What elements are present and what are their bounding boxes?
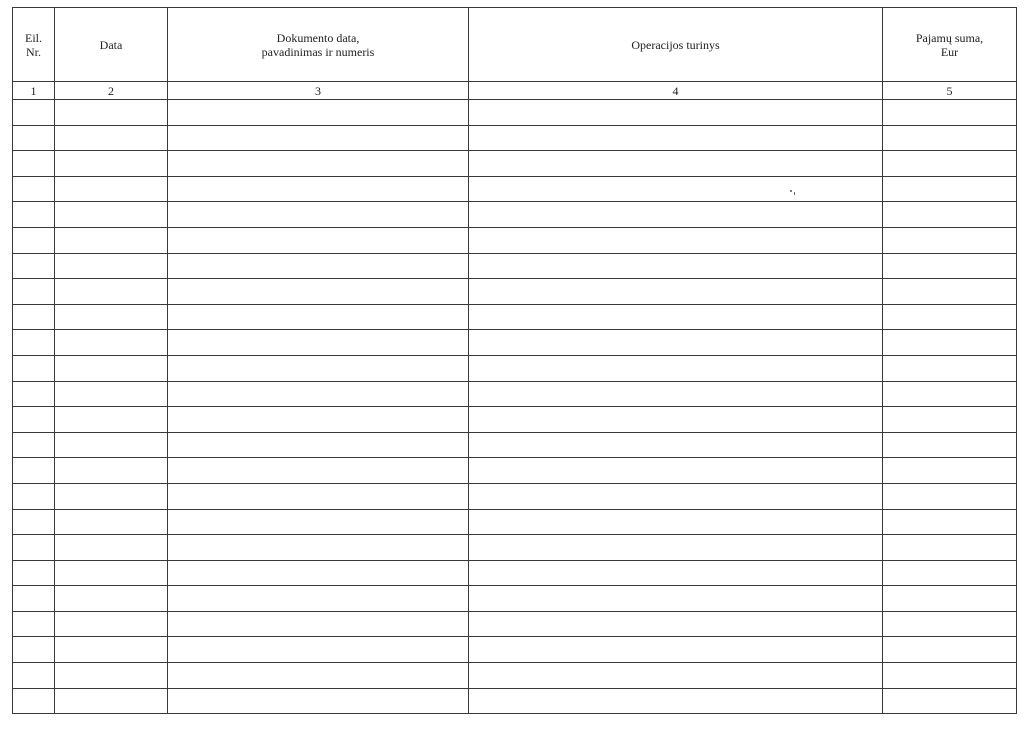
table-cell bbox=[469, 432, 883, 458]
table-row bbox=[13, 560, 1017, 586]
table-cell bbox=[883, 458, 1017, 484]
table-cell bbox=[13, 227, 55, 253]
table-cell bbox=[168, 330, 469, 356]
table-cell bbox=[469, 355, 883, 381]
table-cell bbox=[469, 381, 883, 407]
table-row bbox=[13, 100, 1017, 126]
table-cell bbox=[168, 663, 469, 689]
col-header-operation: Operacijos turinys bbox=[469, 8, 883, 82]
table-cell bbox=[469, 509, 883, 535]
table-row bbox=[13, 176, 1017, 202]
table-cell bbox=[168, 125, 469, 151]
table-cell bbox=[469, 330, 883, 356]
table-cell bbox=[469, 304, 883, 330]
table-cell bbox=[469, 125, 883, 151]
table-cell bbox=[13, 304, 55, 330]
table-row bbox=[13, 432, 1017, 458]
table-cell bbox=[883, 176, 1017, 202]
table-cell bbox=[469, 407, 883, 433]
table-cell bbox=[469, 688, 883, 714]
table-cell bbox=[469, 100, 883, 126]
table-row bbox=[13, 637, 1017, 663]
table-cell bbox=[168, 151, 469, 177]
table-row bbox=[13, 688, 1017, 714]
table-cell bbox=[168, 304, 469, 330]
table-cell bbox=[13, 483, 55, 509]
table-cell bbox=[55, 509, 168, 535]
table-cell bbox=[13, 202, 55, 228]
table-cell bbox=[55, 355, 168, 381]
col-header-date: Data bbox=[55, 8, 168, 82]
table-cell bbox=[168, 176, 469, 202]
table-cell bbox=[883, 202, 1017, 228]
table-cell bbox=[55, 432, 168, 458]
table-cell bbox=[168, 611, 469, 637]
table-cell bbox=[13, 253, 55, 279]
table-cell bbox=[13, 560, 55, 586]
table-cell bbox=[55, 535, 168, 561]
table-cell bbox=[13, 688, 55, 714]
table-cell bbox=[883, 381, 1017, 407]
table-row bbox=[13, 355, 1017, 381]
table-cell bbox=[883, 586, 1017, 612]
header-row bbox=[13, 8, 1017, 82]
table-cell bbox=[469, 279, 883, 305]
table-cell bbox=[469, 611, 883, 637]
table-cell bbox=[13, 381, 55, 407]
table-row bbox=[13, 483, 1017, 509]
scan-speck bbox=[790, 190, 792, 192]
table-cell bbox=[883, 304, 1017, 330]
table-cell bbox=[55, 253, 168, 279]
table-cell bbox=[55, 202, 168, 228]
col-number-1: 1 bbox=[13, 82, 55, 100]
table-cell bbox=[55, 458, 168, 484]
table-cell bbox=[469, 586, 883, 612]
table-cell bbox=[883, 688, 1017, 714]
table-cell bbox=[168, 227, 469, 253]
table-cell bbox=[469, 227, 883, 253]
table-cell bbox=[55, 125, 168, 151]
table-cell bbox=[883, 330, 1017, 356]
col-number-5: 5 bbox=[883, 82, 1017, 100]
table-cell bbox=[168, 279, 469, 305]
table-cell bbox=[469, 483, 883, 509]
table-cell bbox=[168, 509, 469, 535]
table-cell bbox=[168, 381, 469, 407]
table-cell bbox=[13, 100, 55, 126]
table-row bbox=[13, 253, 1017, 279]
table-cell bbox=[883, 407, 1017, 433]
table-cell bbox=[469, 202, 883, 228]
scan-speck bbox=[794, 192, 795, 195]
table-cell bbox=[55, 279, 168, 305]
table-cell bbox=[469, 151, 883, 177]
table-cell bbox=[55, 637, 168, 663]
table-cell bbox=[13, 151, 55, 177]
table-cell bbox=[168, 407, 469, 433]
table-cell bbox=[469, 663, 883, 689]
table-row bbox=[13, 330, 1017, 356]
table-cell bbox=[883, 125, 1017, 151]
table-row bbox=[13, 586, 1017, 612]
col-number-4: 4 bbox=[469, 82, 883, 100]
col-number-3: 3 bbox=[168, 82, 469, 100]
table-cell bbox=[883, 151, 1017, 177]
table-cell bbox=[883, 535, 1017, 561]
table-cell bbox=[469, 176, 883, 202]
table-cell bbox=[13, 586, 55, 612]
table-cell bbox=[469, 253, 883, 279]
table-cell bbox=[883, 637, 1017, 663]
table-cell bbox=[883, 560, 1017, 586]
table-cell bbox=[13, 176, 55, 202]
table-cell bbox=[168, 535, 469, 561]
table-cell bbox=[168, 253, 469, 279]
col-header-document: Dokumento data, pavadinimas ir numeris bbox=[168, 8, 469, 82]
table-row bbox=[13, 279, 1017, 305]
table-cell bbox=[55, 227, 168, 253]
table-row bbox=[13, 381, 1017, 407]
table-row bbox=[13, 407, 1017, 433]
table-cell bbox=[168, 202, 469, 228]
table-cell bbox=[13, 330, 55, 356]
table-cell bbox=[883, 355, 1017, 381]
table-cell bbox=[55, 663, 168, 689]
table-cell bbox=[168, 637, 469, 663]
table-cell bbox=[55, 483, 168, 509]
table-row bbox=[13, 227, 1017, 253]
table-cell bbox=[883, 509, 1017, 535]
table-row bbox=[13, 458, 1017, 484]
table-cell bbox=[883, 279, 1017, 305]
table-cell bbox=[13, 637, 55, 663]
table-cell bbox=[13, 432, 55, 458]
table-cell bbox=[168, 483, 469, 509]
table-row bbox=[13, 535, 1017, 561]
table-cell bbox=[55, 560, 168, 586]
col-number-2: 2 bbox=[55, 82, 168, 100]
table-cell bbox=[883, 663, 1017, 689]
table-cell bbox=[55, 688, 168, 714]
table-cell bbox=[55, 304, 168, 330]
table-cell bbox=[168, 100, 469, 126]
table-row bbox=[13, 663, 1017, 689]
table-cell bbox=[168, 432, 469, 458]
table-cell bbox=[469, 535, 883, 561]
table-cell bbox=[13, 509, 55, 535]
table-cell bbox=[883, 100, 1017, 126]
table-cell bbox=[13, 407, 55, 433]
table-cell bbox=[13, 355, 55, 381]
table-cell bbox=[55, 330, 168, 356]
table-cell bbox=[883, 253, 1017, 279]
table-cell bbox=[55, 176, 168, 202]
table-cell bbox=[168, 586, 469, 612]
column-number-row bbox=[13, 82, 1017, 100]
table-cell bbox=[55, 100, 168, 126]
table-row bbox=[13, 304, 1017, 330]
table-cell bbox=[168, 458, 469, 484]
table-cell bbox=[883, 483, 1017, 509]
table-cell bbox=[168, 355, 469, 381]
income-ledger-table bbox=[12, 7, 1017, 714]
table-cell bbox=[168, 560, 469, 586]
col-header-row-number: Eil. Nr. bbox=[13, 8, 55, 82]
table-cell bbox=[883, 227, 1017, 253]
table-row bbox=[13, 151, 1017, 177]
table-cell bbox=[13, 663, 55, 689]
table-row bbox=[13, 202, 1017, 228]
table-cell bbox=[55, 611, 168, 637]
col-header-income-sum: Pajamų suma, Eur bbox=[883, 8, 1017, 82]
table-cell bbox=[55, 407, 168, 433]
table-cell bbox=[55, 586, 168, 612]
table-cell bbox=[13, 611, 55, 637]
table-cell bbox=[469, 560, 883, 586]
table-cell bbox=[13, 458, 55, 484]
table-cell bbox=[13, 125, 55, 151]
table-cell bbox=[13, 279, 55, 305]
table-row bbox=[13, 509, 1017, 535]
table-cell bbox=[883, 611, 1017, 637]
table-row bbox=[13, 125, 1017, 151]
table-cell bbox=[168, 688, 469, 714]
table-cell bbox=[55, 151, 168, 177]
table-cell bbox=[469, 458, 883, 484]
table-cell bbox=[469, 637, 883, 663]
table-row bbox=[13, 611, 1017, 637]
table-cell bbox=[883, 432, 1017, 458]
table-cell bbox=[55, 381, 168, 407]
table-cell bbox=[13, 535, 55, 561]
